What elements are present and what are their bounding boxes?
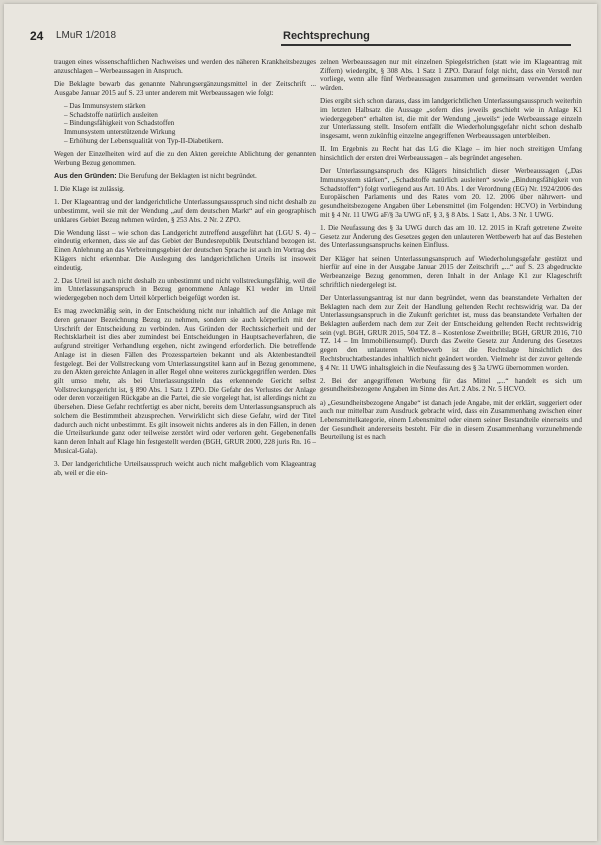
paragraph: Es mag zweckmäßig sein, in der Entscheidung nicht nur inhaltlich auf die Anlage mit deren genauer Bezeichnung Bezug zu nehmen, sondern sie auch körperlich mit der Urschrift der Entscheidung zu verbinden. Aus Gründen der Rechtssicherheit und der Rechtsklarheit ist dies aber zumindest bei Entscheidungen in Hauptsacheverfahren, die aufgrund streitiger Verhandlung ergehen, nicht zwingend erforderlich. Die betreffende Anlage ist in diesen Fällen des Prozessparteien bekannt und als Aktenbestandteil festgelegt. Bei der Vollstreckung vom Unterlassungstitel kann auf in Bezug genommene, zu den Akten gereichte Anlagen in aller Regel ohne weiteres zurückgegriffen werden. Dies gilt umso mehr, als bei Unterlassungstiteln das erkennende Gericht selbst Vollstreckungsgericht ist, § 890 Abs. 1 Satz 1 ZPO. Die Gefahr des Verlustes der Anlage oder deren vorzeitigen Rückgabe an die Partei, die sie vorgelegt hat, ist allerdings nicht zu übersehen. Diese Gefahr rechtfertigt es aber nicht, bereits dem Unterlassungsanspruch als solchem die Bestimmtheit abzusprechen. Verwirklicht sich diese Gefahr, wird der Titel dadurch auch nicht unbestimmt. Es gilt insoweit nichts anderes als in den Fällen, in denen die Urteilsurkunde ganz oder teilweise zerstört wird oder verloren geht. Gegebenenfalls kann deren Inhalt auf Klage hin festgestellt werden (BGH, GRUR 2000, 228 juris Rn. 16 – Musical-Gala).: [54, 307, 316, 455]
list-item: – Erhöhung der Lebensqualität von Typ-II-Diabetikern.: [64, 137, 316, 146]
reasons-paragraph: [54, 172, 316, 181]
paragraph: 2. Bei der angegriffenen Werbung für das Mittel „...“ handelt es sich um gesundheitsbezogene Angaben im Sinne des Art. 2 Abs. 2 Nr. 5 HCVO.: [320, 376, 582, 394]
paragraph: Der Unterlassungsantrag ist nur dann begründet, wenn das beanstandete Verhalten der Beklagten nach dem zur Zeit der Handlung geltenden Recht rechtswidrig war. Da der Unterlassungsanspruch in die Zukunft gerichtet ist, muss das beanstandete Verhalten der Beklagten außerdem nach dem zur Zeit der Entscheidung geltenden Recht rechtswidrig sein (vgl. BGH, GRUR 2015, 504 TZ. 8 – Kostenlose Zweitbrille; BGH, GRUR 2016, 710 TZ. 14 – Im Immobiliensumpf). Durch das Zweite Gesetz zur Änderung des Gesetzes gegen den unlauteren Wettbewerb ist die Rechtslage hinsichtlich des Rechtsbruchtatbestandes inhaltlich nicht geändert worden. Vielmehr ist der zuvor geltende § 4 Nr. 11 UWG inhaltsgleich in die Neufassung des § 3a UWG übernommen worden.: [320, 293, 582, 372]
paragraph: 1. Der Klageantrag und der landgerichtliche Unterlassungsausspruch sind nicht deshalb zu unbestimmt, weil sie mit der Wendung „auf dem deutschen Markt“ auf ein geographisch unklares Gebiet Bezug nehmen würden, § 253 Abs. 2 Nr. 2 ZPO.: [54, 198, 316, 224]
left-column: [54, 58, 316, 482]
paragraph: Der Kläger hat seinen Unterlassungsanspruch auf Wiederholungsgefahr gestützt und hierfür auf eine in der Ausgabe Januar 2015 der Zeitschrift „...“ auf S. 23 abgedruckte Werbeanzeige Bezug genommen, deren Inhalt in der Anlage K1 zur Klageschrift schriftlich niedergelegt ist.: [320, 254, 582, 289]
paragraph: II. Im Ergebnis zu Recht hat das LG die Klage – im hier noch streitigen Umfang hinsichtlich der ersten drei Werbeaussagen – als begründet angesehen.: [320, 145, 582, 163]
claims-list: [54, 102, 316, 146]
paragraph: a) „Gesundheitsbezogene Angabe“ ist danach jede Angabe, mit der erklärt, suggeriert oder auch nur mittelbar zum Ausdruck gebracht wird, dass ein Zusammenhang zwischen einer Lebensmittelkategorie, einem Lebensmittel oder einem seiner Bestandteile einerseits und der Gesundheit andererseits besteht. Für die in diesem Zusammenhang vorzunehmende Beurteilung ist es nach: [320, 398, 582, 442]
paragraph: 2. Das Urteil ist auch nicht deshalb zu unbestimmt und nicht vollstreckungsfähig, weil die im Unterlassungsanspruch in Bezug genommene Anlage K1 weder im Urteil wiedergegeben noch dem Urteil körperlich beigefügt worden ist.: [54, 276, 316, 303]
page-header: [30, 26, 571, 48]
paragraph: Die Wendung lässt – wie schon das Landgericht zutreffend ausgeführt hat (LGU S. 4) – eindeutig erkennen, dass sie auf das Gebiet der Bundesrepublik Deutschland bezogen ist. Einen Anlehnung an das Verbreitungsgebiet der deutschen Sprache ist auch im Vortrag des Klägers nicht erkennbar. Die Auslegung des landgerichtlichen Urteils ist insoweit eindeutig.: [54, 228, 316, 272]
paragraph: 1. Die Neufassung des § 3a UWG durch das am 10. 12. 2015 in Kraft getretene Zweite Gesetz zur Änderung des Gesetzes gegen den unlauteren Wettbewerb hat auf das Bestehen des Unterlassungsanspruchs keinen Einfluss.: [320, 223, 582, 250]
journal-title: LMuR 1/2018: [56, 30, 117, 41]
paragraph: Wegen der Einzelheiten wird auf die zu den Akten gereichte Ablichtung der genannten Werbung Bezug genommen.: [54, 149, 316, 167]
page-number: 24: [30, 29, 44, 43]
paragraph: I. Die Klage ist zulässig.: [54, 184, 125, 193]
reasons-text: Die Berufung der Beklagten ist nicht begründet.: [116, 171, 257, 180]
list-item: Immunsystem unterstützende Wirkung: [64, 127, 176, 136]
list-item: – Das Immunsystem stärken: [64, 102, 316, 111]
paragraph: traugen eines wissenschaftlichen Nachweises und werden des näheren Krankheitsbezuges anzuschlagen – Werbeaussagen in Anspruch.: [54, 58, 316, 75]
reasons-heading: Aus den Gründen:: [54, 170, 117, 180]
paragraph: Der Unterlassungsanspruch des Klägers hinsichtlich dieser Werbeaussagen („Das Immunsystem stärken“, „Schadstoffe natürlich ausleiten“ sowie „Bindungsfähigkeit von Schadstoffen“) folgt vorliegend aus Art. 10 Abs. 1 der Verordnung (EG) Nr. 1924/2006 des Europäischen Parlaments und des Rates vom 20. 12. 2006 über nährwert- und gesundheitsbezogene Angaben über Lebensmittel (im Folgenden: HCVO) in Verbindung mit § 4 Nr. 11 UWG aF/§ 3a UWG nF, § 3, § 8 Abs. 1 Satz 1, Abs. 3 Nr. 1 UWG.: [320, 167, 582, 219]
document-page: [4, 4, 597, 841]
list-item: – Bindungsfähigkeit von Schadstoffen: [64, 119, 316, 128]
paragraph: Die Beklagte bewarb das genannte Nahrungsergänzungsmittel in der Zeitschrift ... Ausgabe Januar 2015 auf S. 23 unter anderem mit Werbeaussagen wie folgt:: [54, 79, 316, 97]
paragraph: zelnen Werbeaussagen nur mit einzelnen Spiegelstrichen (statt wie im Klageantrag mit Ziffern) wiedergibt, § 308 Abs. 1 Satz 1 ZPO. Darauf folgt nicht, dass ein Verstoß nur vorliege, wenn alle fünf Werbeaussagen zusammen und gemeinsam verwendet werden würden.: [320, 58, 582, 93]
right-column: [320, 58, 582, 447]
paragraph: 3. Der landgerichtliche Urteilsausspruch weicht auch nicht maßgeblich vom Klageantrag ab, weil er die ein-: [54, 459, 316, 477]
list-item: – Schadstoffe natürlich ausleiten: [64, 111, 316, 120]
section-title: Rechtsprechung: [281, 26, 571, 46]
paragraph: Dies ergibt sich schon daraus, dass im landgerichtlichen Unterlassungsausspruch weiterhin im letzten Halbsatz die Aussage „sofern dies jeweils geschieht wie in Anlage K1 wiedergegeben“ erhalten ist, die mit der Wendung „jeweils“ jede Werbeaussage einzeln zur Unterlassung stellt. Insofern entfällt die Wiederholungsgefahr nicht schon deshalb insgesamt, wenn zukünftig einzelne angegriffenen Werbeaussagen unterbleiben.: [320, 97, 582, 141]
